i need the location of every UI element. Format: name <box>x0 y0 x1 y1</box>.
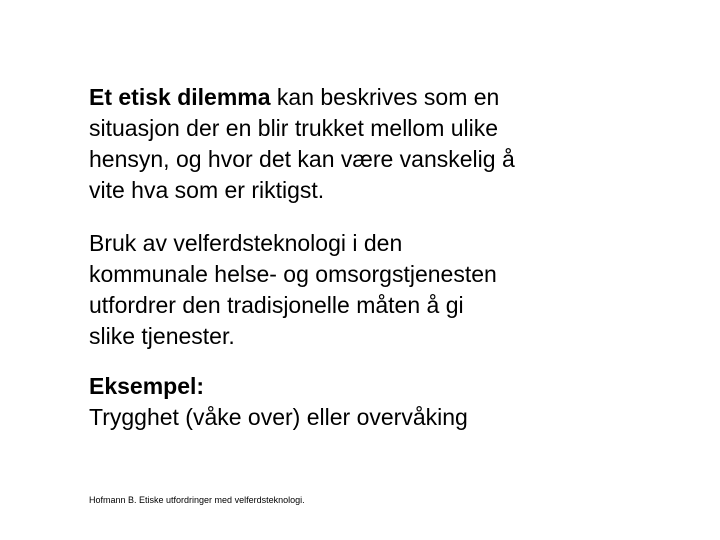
example-text: Trygghet (våke over) eller overvåking <box>89 404 468 430</box>
dilemma-term: Et etisk dilemma <box>89 84 271 110</box>
welfare-technology-paragraph <box>89 228 649 352</box>
source-citation: Hofmann B. Etiske utfordringer med velferdsteknologi. <box>89 495 305 505</box>
paragraph-line: situasjon der en blir trukket mellom ulike <box>89 115 499 141</box>
paragraph-line <box>89 82 649 113</box>
dilemma-line1-rest: kan beskrives som en <box>270 84 500 110</box>
paragraph-line: slike tjenester. <box>89 323 235 349</box>
paragraph-line: kommunale helse- og omsorgstjenesten <box>89 261 497 287</box>
paragraph-line: Bruk av velferdsteknologi i den <box>89 230 403 256</box>
paragraph-line: utfordrer den tradisjonelle måten å gi <box>89 292 464 318</box>
example-paragraph <box>89 371 649 433</box>
dilemma-definition-paragraph <box>89 82 649 206</box>
paragraph-line: hensyn, og hvor det kan være vanskelig å <box>89 146 515 172</box>
paragraph-line: vite hva som er riktigst. <box>89 177 325 203</box>
example-heading: Eksempel: <box>89 373 205 399</box>
